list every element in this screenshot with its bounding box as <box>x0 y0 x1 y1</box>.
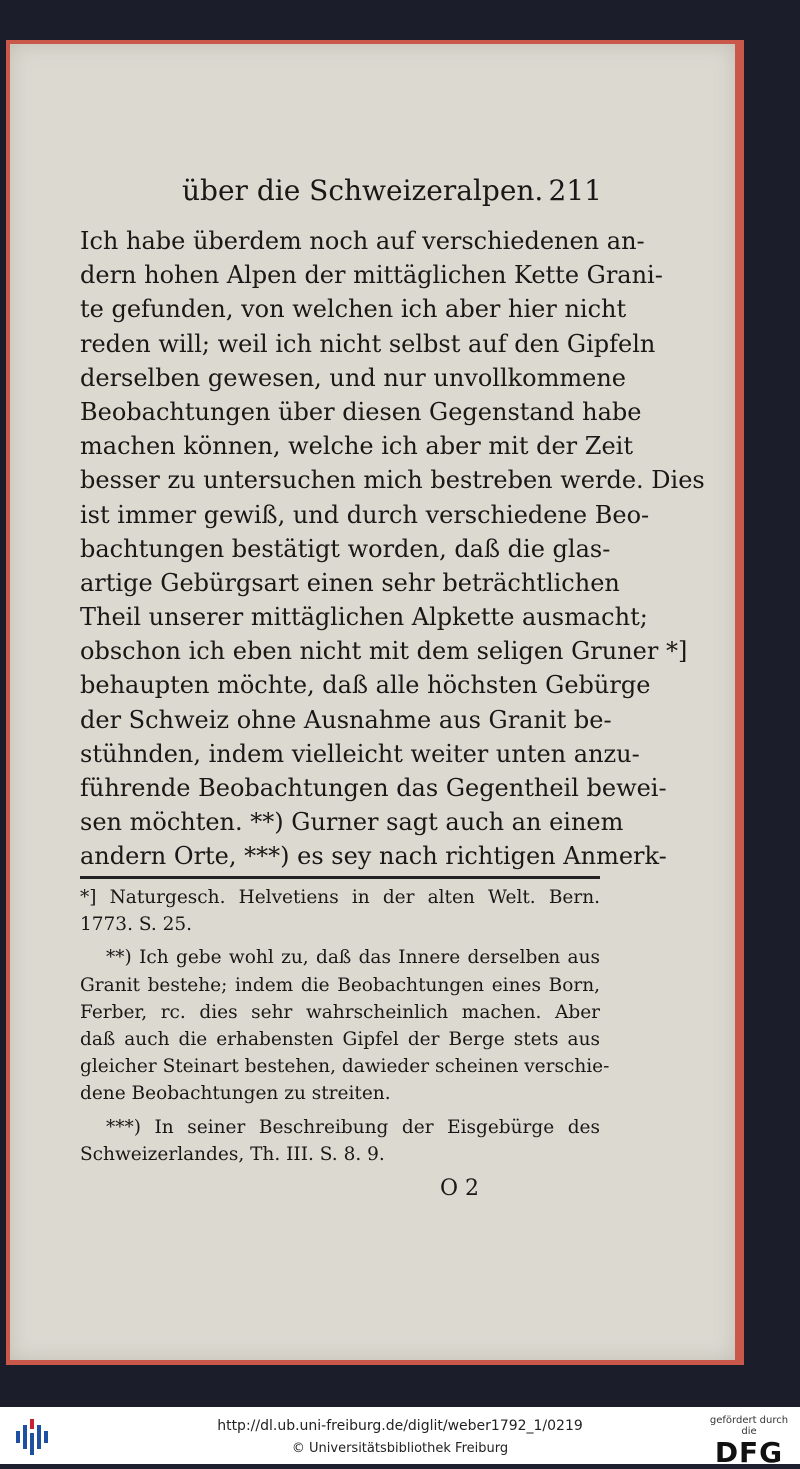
body-line: obschon ich eben nicht mit dem seligen Gruner *] <box>80 637 688 666</box>
body-line: derselben gewesen, und nur unvollkommene <box>80 363 626 392</box>
footnote-rule <box>80 876 600 879</box>
footnote-line: dene Beobachtungen zu streiten. <box>80 1083 391 1105</box>
body-line: te gefunden, von welchen ich aber hier nicht <box>80 295 627 324</box>
footnote-line: Schweizerlandes, Th. III. S. 8. 9. <box>80 1143 385 1165</box>
body-line: reden will; weil ich nicht selbst auf den Gipfeln <box>80 329 656 358</box>
body-line: führende Beobachtungen das Gegentheil bewei- <box>80 774 667 802</box>
footnote-line: gleicher Steinart bestehen, dawieder scheinen verschie- <box>80 1056 610 1078</box>
body-line: bachtungen bestätigt worden, daß die glas- <box>80 534 611 563</box>
body-line: Beobachtungen über diesen Gegenstand habe <box>80 397 642 426</box>
body-line: dern hohen Alpen der mittäglichen Kette Grani- <box>80 261 663 290</box>
signature-mark: O 2 <box>440 1176 480 1201</box>
body-line: behaupten möchte, daß alle höchsten Gebürge <box>80 671 651 700</box>
body-line: Ich habe überdem noch auf verschiedenen an- <box>80 227 645 255</box>
body-line: sen möchten. **) Gurner sagt auch an einem <box>80 808 624 837</box>
footnotes <box>80 884 610 1168</box>
body-line: besser zu untersuchen mich bestreben werde. Dies <box>80 466 705 495</box>
footnote-line: ***) In seiner Beschreibung der Eisgebürge des <box>106 1116 600 1138</box>
body-line: stühnden, indem vielleicht weiter unten anzu- <box>80 739 640 768</box>
dfg-logo <box>704 1415 794 1469</box>
dfg-caption: gefördert durch die <box>709 1415 789 1437</box>
footnote-line: daß auch die erhabensten Gipfel der Berge stets aus <box>80 1028 600 1050</box>
footnote-line: **) Ich gebe wohl zu, daß das Innere derselben aus <box>106 947 600 969</box>
footnote-line: Granit bestehe; indem die Beobachtungen eines Born, <box>80 974 600 996</box>
header-title: über die Schweizeralpen. <box>182 174 544 207</box>
body-line: machen können, welche ich aber mit der Zeit <box>80 432 633 461</box>
body-line: andern Orte, ***) es sey nach richtigen Anmerk- <box>80 842 667 871</box>
copyright-notice: © Universitätsbibliothek Freiburg <box>291 1441 509 1456</box>
viewer-footer <box>0 1407 800 1469</box>
footnote-line: Ferber, rc. dies sehr wahrscheinlich machen. Aber <box>80 1001 600 1023</box>
page-number: 211 <box>548 174 602 207</box>
body-line: ist immer gewiß, und durch verschiedene Beo- <box>80 500 650 529</box>
footnote-line: 1773. S. 25. <box>80 914 193 936</box>
running-header <box>182 174 602 214</box>
body-line: der Schweiz ohne Ausnahme aus Granit be- <box>80 705 612 734</box>
body-text <box>80 224 705 874</box>
footnote-line: *] Naturgesch. Helvetiens in der alten Welt. Bern. <box>80 887 600 908</box>
body-line: artige Gebürgsart einen sehr beträchtlichen <box>80 568 620 597</box>
permalink-url[interactable]: http://dl.ub.uni-freiburg.de/diglit/weber1792_1/0219 <box>217 1418 583 1434</box>
body-line: Theil unserer mittäglichen Alpkette ausmacht; <box>80 603 648 632</box>
dfg-logo-text: DFG <box>714 1436 784 1469</box>
